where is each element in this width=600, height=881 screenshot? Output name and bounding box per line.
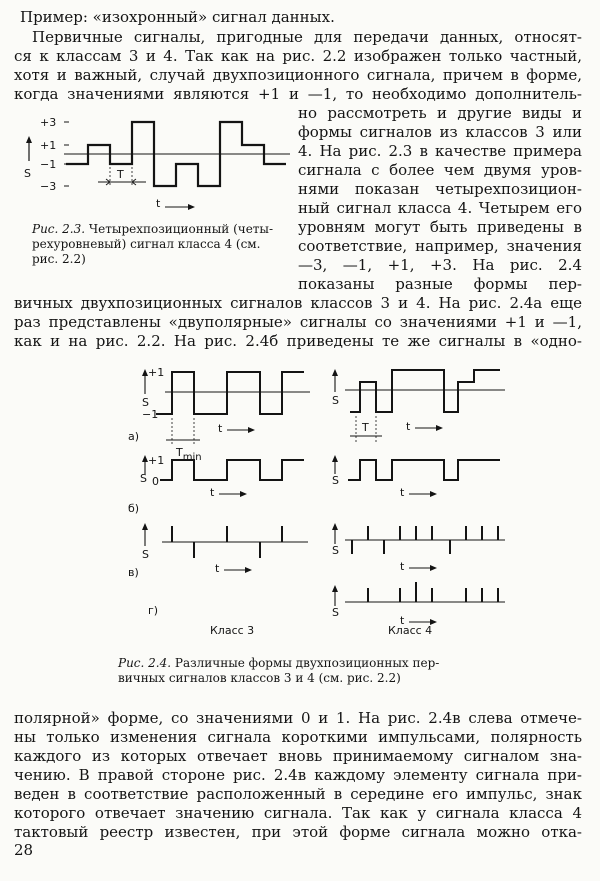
bipolar-waveform bbox=[156, 372, 304, 414]
body-line: как и на рис. 2.2. На рис. 2.4б приведены те же сигналы в «одно- bbox=[14, 332, 582, 350]
body-line: уровням могут быть приведены в bbox=[298, 218, 582, 236]
body-line: формы сигналов из классов 3 или bbox=[298, 123, 582, 141]
row-label-b: б) bbox=[128, 502, 140, 515]
arrowhead-icon bbox=[245, 567, 252, 573]
arrowhead-icon bbox=[430, 491, 437, 497]
body-line: каждого из которых отвечает вновь принимаемому сигналом зна- bbox=[14, 747, 582, 765]
row-label-v: в) bbox=[128, 566, 139, 579]
row-b-class4 bbox=[332, 455, 500, 499]
arrowhead-icon bbox=[332, 523, 338, 530]
time-axis-label: t bbox=[400, 560, 405, 573]
row-v-class3 bbox=[128, 523, 308, 579]
body-line: нями показан четырехпозицион- bbox=[298, 180, 582, 198]
level-label-zero: 0 bbox=[152, 475, 159, 488]
arrowhead-icon bbox=[332, 369, 338, 376]
time-axis-label: t bbox=[400, 486, 405, 499]
level-label-minus3: −3 bbox=[40, 180, 57, 193]
period-label: T bbox=[362, 421, 369, 434]
level-label-minus1: −1 bbox=[142, 408, 159, 421]
caption-text: Четырехпозиционный (четы- bbox=[88, 222, 274, 236]
caption-label: Рис. 2.3. bbox=[32, 222, 86, 236]
time-axis-label: t bbox=[218, 422, 223, 435]
figure-2-3-caption-line: рис. 2.2) bbox=[32, 252, 86, 266]
arrowhead-icon bbox=[332, 455, 338, 462]
time-axis-label: t bbox=[210, 486, 215, 499]
arrowhead-icon bbox=[436, 425, 443, 431]
figure-2-3-caption-line: рехуровневый) сигнал класса 4 (см. bbox=[32, 237, 261, 251]
row-v-class4 bbox=[332, 523, 505, 573]
body-line: —3, —1, +1, +3. На рис. 2.4 bbox=[298, 256, 582, 274]
arrowhead-icon bbox=[248, 427, 255, 433]
figure-2-4-caption-line: вичных сигналов классов 3 и 4 (см. рис. 2.2) bbox=[118, 671, 401, 685]
caption-text: Различные формы двухпозиционных пер- bbox=[174, 656, 440, 670]
section-heading: Пример: «изохронный» сигнал данных. bbox=[20, 8, 335, 26]
time-axis-label: t bbox=[156, 197, 161, 210]
body-line: 4. На рис. 2.3 в качестве примера bbox=[298, 142, 582, 160]
body-line: раз представлены «двуполярные» сигналы со значениями +1 и —1, bbox=[14, 313, 582, 331]
arrowhead-icon bbox=[26, 136, 32, 143]
unipolar-waveform bbox=[348, 460, 500, 480]
signal-axis-label: S bbox=[332, 394, 339, 407]
signal-axis-label: S bbox=[332, 474, 339, 487]
body-line: которого отвечает значению сигнала. Так как у сигнала класса 4 bbox=[14, 804, 582, 822]
row-b-class3 bbox=[128, 454, 304, 515]
body-line: тактовый реестр известен, при этой форме сигнала можно отка- bbox=[14, 823, 582, 841]
figure-2-4-caption bbox=[118, 656, 439, 671]
body-line: вичных двухпозиционных сигналов классов 3 и 4. На рис. 2.4а еще bbox=[14, 294, 582, 312]
class4-label: Класс 4 bbox=[388, 624, 433, 637]
row-a-class3 bbox=[128, 366, 310, 463]
level-label-plus1: +1 bbox=[40, 139, 57, 152]
body-line: когда значениями являются +1 и —1, то необходимо дополнитель- bbox=[14, 85, 582, 103]
class3-label: Класс 3 bbox=[210, 624, 255, 637]
row-label-a: а) bbox=[128, 430, 140, 443]
row-label-g: г) bbox=[148, 604, 159, 617]
body-line: соответствие, например, значения bbox=[298, 237, 582, 255]
tmin-label: Tmin bbox=[176, 446, 202, 463]
time-axis-label: t bbox=[400, 614, 405, 627]
caption-label: Рис. 2.4. bbox=[118, 656, 172, 670]
level-label-minus1: −1 bbox=[40, 158, 57, 171]
body-line: ся к классам 3 и 4. Так как на рис. 2.2 изображен только частный, bbox=[14, 47, 582, 65]
time-axis-label: t bbox=[406, 420, 411, 433]
body-line: чению. В правой стороне рис. 2.4в каждому элементу сигнала при- bbox=[14, 766, 582, 784]
body-line: полярной» форме, со значениями 0 и 1. На рис. 2.4в слева отмече- bbox=[14, 709, 582, 727]
level-label-plus1: +1 bbox=[148, 454, 165, 467]
signal-axis-label: S bbox=[142, 548, 149, 561]
figure-2-3 bbox=[0, 107, 290, 217]
body-line: показаны разные формы пер- bbox=[298, 275, 582, 293]
period-label: T bbox=[117, 168, 124, 181]
level-label-plus1: +1 bbox=[148, 366, 165, 379]
page-number: 28 bbox=[14, 841, 34, 859]
arrowhead-icon bbox=[142, 523, 148, 530]
row-a-class4 bbox=[332, 369, 505, 442]
time-axis-label: t bbox=[215, 562, 220, 575]
arrowhead-icon bbox=[240, 491, 247, 497]
arrowhead-icon bbox=[332, 585, 338, 592]
signal-axis-label: S bbox=[140, 472, 147, 485]
figure-2-3-caption bbox=[32, 222, 273, 237]
row-g-class4 bbox=[148, 582, 505, 627]
body-line: Первичные сигналы, пригодные для передачи данных, относят- bbox=[32, 28, 582, 46]
body-line: сигнала с более чем двумя уров- bbox=[298, 161, 582, 179]
unipolar-waveform bbox=[160, 460, 304, 480]
body-line: хотя и важный, случай двухпозиционного сигнала, причем в форме, bbox=[14, 66, 582, 84]
level-label-plus3: +3 bbox=[40, 116, 57, 129]
arrowhead-icon bbox=[430, 565, 437, 571]
signal-axis-label: S bbox=[332, 606, 339, 619]
signal-axis-label: S bbox=[332, 544, 339, 557]
bipolar-waveform bbox=[350, 370, 500, 412]
figure-2-4 bbox=[110, 362, 510, 652]
body-line: веден в соответствие расположенный в середине его импульс, знак bbox=[14, 785, 582, 803]
body-line: но рассмотреть и другие виды и bbox=[298, 104, 582, 122]
body-line: ны только изменения сигнала короткими импульсами, полярность bbox=[14, 728, 582, 746]
arrowhead-icon bbox=[188, 204, 195, 210]
signal-axis-label: S bbox=[142, 396, 149, 409]
signal-axis-label: S bbox=[24, 167, 31, 180]
body-line: ный сигнал класса 4. Четырем его bbox=[298, 199, 582, 217]
